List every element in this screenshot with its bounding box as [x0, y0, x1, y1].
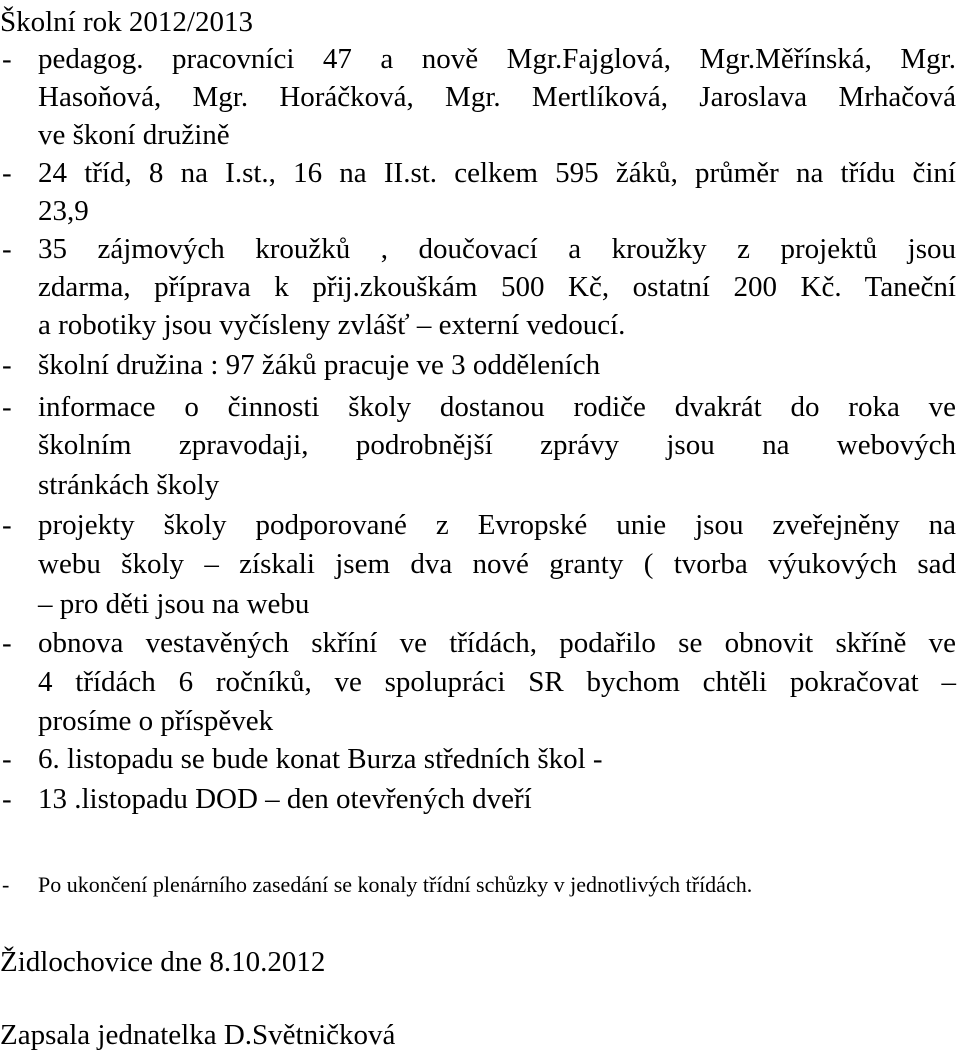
list-item-text-line: ve škoní družině: [38, 119, 230, 151]
list-item-text-line: obnova vestavěných skříní ve třídách, podařilo se obnovit skříně ve: [38, 627, 956, 659]
list-item-text-line: a robotiky jsou vyčísleny zvlášť – externí vedoucí.: [38, 309, 626, 341]
list-item-text-line: webu školy – získali jsem dva nové granty ( tvorba výukových sad: [38, 548, 956, 580]
bullet-dash: -: [2, 872, 10, 897]
list-item-text-line: prosíme o příspěvek: [38, 705, 274, 737]
list-item-text-line: 4 třídách 6 ročníků, ve spolupráci SR bychom chtěli pokračovat –: [38, 666, 956, 698]
bullet-dash: -: [2, 627, 12, 659]
list-item-text-line: 23,9: [38, 195, 89, 227]
list-item-text-line: stránkách školy: [38, 469, 220, 501]
list-item-text-line: – pro děti jsou na webu: [38, 588, 310, 620]
bullet-dash: -: [2, 157, 12, 189]
bullet-dash: -: [2, 43, 12, 75]
bullet-dash: -: [2, 743, 12, 775]
place-and-date: Židlochovice dne 8.10.2012: [0, 946, 326, 978]
list-item-text-line: Hasoňová, Mgr. Horáčková, Mgr. Mertlíková, Jaroslava Mrhačová: [38, 81, 956, 113]
list-item-text-line: zdarma, příprava k přij.zkouškám 500 Kč, ostatní 200 Kč. Taneční: [38, 271, 956, 303]
document-title: Školní rok 2012/2013: [0, 6, 253, 38]
bullet-dash: -: [2, 349, 12, 381]
bullet-dash: -: [2, 391, 12, 423]
bullet-dash: -: [2, 233, 12, 265]
list-item-text-line: 35 zájmových kroužků , doučovací a kroužky z projektů jsou: [38, 233, 956, 265]
list-item-text-line: školní družina : 97 žáků pracuje ve 3 odděleních: [38, 349, 601, 381]
closing-note-text: Po ukončení plenárního zasedání se konaly třídní schůzky v jednotlivých třídách.: [38, 872, 753, 897]
recorder-signature-line: Zapsala jednatelka D.Světničková: [0, 1019, 396, 1051]
list-item-text-line: informace o činnosti školy dostanou rodiče dvakrát do roka ve: [38, 391, 956, 423]
list-item-text-line: školním zpravodaji, podrobnější zprávy jsou na webových: [38, 429, 956, 461]
list-item-text-line: 13 .listopadu DOD – den otevřených dveří: [38, 783, 532, 815]
list-item-text-line: projekty školy podporované z Evropské unie jsou zveřejněny na: [38, 509, 956, 541]
list-item-text-line: pedagog. pracovníci 47 a nově Mgr.Fajglová, Mgr.Měřínská, Mgr.: [38, 43, 956, 75]
bullet-dash: -: [2, 509, 12, 541]
bullet-dash: -: [2, 783, 12, 815]
list-item-text-line: 6. listopadu se bude konat Burza středních škol -: [38, 743, 603, 775]
list-item-text-line: 24 tříd, 8 na I.st., 16 na II.st. celkem 595 žáků, průměr na třídu činí: [38, 157, 956, 189]
